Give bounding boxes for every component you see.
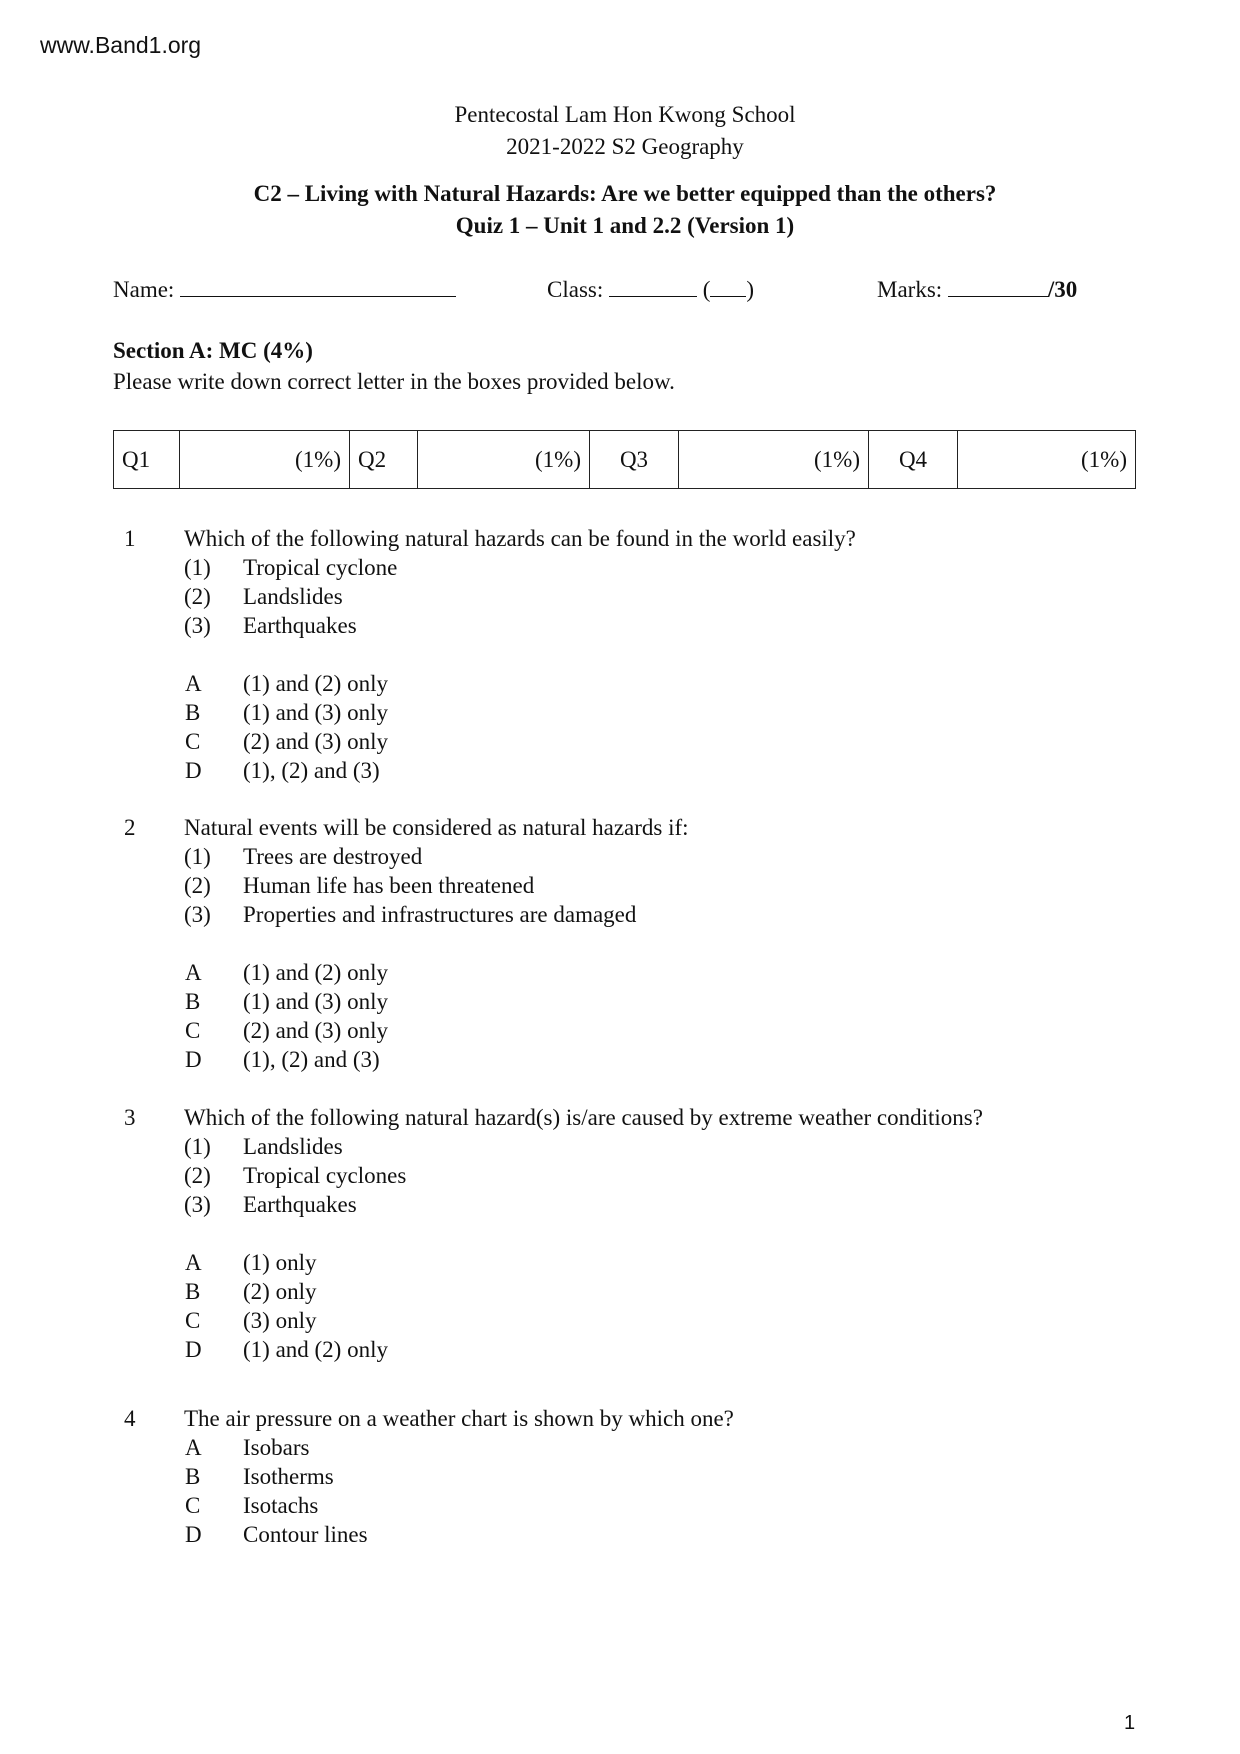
question-text: Natural events will be considered as natural hazards if: xyxy=(184,815,689,840)
option-text: (1) and (3) only xyxy=(243,989,388,1014)
option-c xyxy=(184,727,856,756)
name-blank[interactable] xyxy=(180,276,456,297)
option-letter: D xyxy=(185,1522,202,1547)
q1-answer-box[interactable]: (1%) xyxy=(180,431,350,489)
statement-text: Trees are destroyed xyxy=(243,844,423,869)
statement-key: (1) xyxy=(184,844,211,869)
class-field[interactable] xyxy=(547,276,754,303)
option-a xyxy=(184,1433,734,1462)
q1-label: Q1 xyxy=(114,431,180,489)
statement xyxy=(184,871,689,900)
statement xyxy=(184,900,689,929)
statement xyxy=(184,611,856,640)
option-d xyxy=(184,756,856,785)
statement-text: Earthquakes xyxy=(243,613,357,638)
marks-label: Marks: xyxy=(877,277,943,302)
option-text: (1) only xyxy=(243,1250,317,1275)
year-subject: 2021-2022 S2 Geography xyxy=(506,134,744,159)
option-letter: A xyxy=(185,1250,202,1275)
statement xyxy=(184,1190,983,1219)
question-number: 4 xyxy=(124,1406,136,1431)
marks-total: /30 xyxy=(1047,277,1078,302)
option-text: Contour lines xyxy=(243,1522,368,1547)
option-letter: C xyxy=(185,1308,201,1333)
q2-label: Q2 xyxy=(350,431,418,489)
question-number: 1 xyxy=(124,526,136,551)
option-text: (1) and (2) only xyxy=(243,671,388,696)
option-letter: A xyxy=(185,960,202,985)
statement-key: (1) xyxy=(184,1134,211,1159)
option-text: (2) only xyxy=(243,1279,317,1304)
option-text: Isobars xyxy=(243,1435,310,1460)
statement-key: (2) xyxy=(184,873,211,898)
statement xyxy=(184,582,856,611)
option-letter: D xyxy=(185,1047,202,1072)
watermark: www.Band1.org xyxy=(40,32,202,58)
question-number: 3 xyxy=(124,1105,136,1130)
q3-answer-box[interactable]: (1%) xyxy=(679,431,869,489)
statement-text: Landslides xyxy=(243,1134,343,1159)
statement-text: Properties and infrastructures are damaged xyxy=(243,902,637,927)
school-name: Pentecostal Lam Hon Kwong School xyxy=(454,102,796,127)
option-letter: D xyxy=(185,1337,202,1362)
option-text: (1) and (3) only xyxy=(243,700,388,725)
statement-text: Tropical cyclones xyxy=(243,1163,407,1188)
q4-answer-box[interactable]: (1%) xyxy=(958,431,1136,489)
option-letter: B xyxy=(185,1279,201,1304)
section-instruction: Please write down correct letter in the boxes provided below. xyxy=(113,369,675,394)
statement-key: (3) xyxy=(184,902,211,927)
option-text: (2) and (3) only xyxy=(243,729,388,754)
statement xyxy=(184,1161,983,1190)
statement-key: (2) xyxy=(184,1163,211,1188)
option-a xyxy=(184,958,689,987)
statement-text: Landslides xyxy=(243,584,343,609)
option-c xyxy=(184,1016,689,1045)
option-letter: D xyxy=(185,758,202,783)
marks-blank[interactable] xyxy=(948,276,1048,297)
question-number: 2 xyxy=(124,815,136,840)
chapter-title: C2 – Living with Natural Hazards: Are we better equipped than the others? xyxy=(253,181,997,206)
statement-text: Tropical cyclone xyxy=(243,555,398,580)
option-text: Isotachs xyxy=(243,1493,319,1518)
option-text: (1) and (2) only xyxy=(243,1337,388,1362)
name-field[interactable] xyxy=(113,276,456,303)
question-text: Which of the following natural hazard(s) is/are caused by extreme weather conditions? xyxy=(184,1105,983,1130)
option-b xyxy=(184,1462,734,1491)
question-text: The air pressure on a weather chart is shown by which one? xyxy=(184,1406,734,1431)
option-text: (3) only xyxy=(243,1308,317,1333)
option-b xyxy=(184,698,856,727)
q3-label: Q3 xyxy=(590,431,679,489)
statement-key: (3) xyxy=(184,613,211,638)
name-label: Name: xyxy=(113,277,175,302)
marks-field[interactable] xyxy=(877,276,1077,303)
answer-table xyxy=(113,430,1136,489)
section-title: Section A: MC (4%) xyxy=(113,338,313,363)
option-letter: B xyxy=(185,1464,201,1489)
page-number: 1 xyxy=(1124,1712,1136,1734)
option-a xyxy=(184,1248,983,1277)
option-letter: C xyxy=(185,729,201,754)
option-letter: A xyxy=(185,671,202,696)
statement-text: Human life has been threatened xyxy=(243,873,535,898)
statement xyxy=(184,842,689,871)
option-d xyxy=(184,1045,689,1074)
q2-answer-box[interactable]: (1%) xyxy=(418,431,590,489)
statement-key: (2) xyxy=(184,584,211,609)
option-c xyxy=(184,1306,983,1335)
option-letter: B xyxy=(185,700,201,725)
option-text: (1), (2) and (3) xyxy=(243,1047,380,1072)
statement xyxy=(184,1132,983,1161)
option-d xyxy=(184,1520,734,1549)
paren-close: ) xyxy=(746,277,755,302)
option-b xyxy=(184,1277,983,1306)
option-text: (1) and (2) only xyxy=(243,960,388,985)
question-text: Which of the following natural hazards can be found in the world easily? xyxy=(184,526,856,551)
paren-open: ( xyxy=(702,277,711,302)
option-b xyxy=(184,987,689,1016)
option-a xyxy=(184,669,856,698)
option-d xyxy=(184,1335,983,1364)
class-blank[interactable] xyxy=(609,276,697,297)
option-letter: C xyxy=(185,1493,201,1518)
option-letter: A xyxy=(185,1435,202,1460)
option-letter: B xyxy=(185,989,201,1014)
class-number-blank[interactable] xyxy=(710,276,746,297)
q4-label: Q4 xyxy=(869,431,958,489)
option-letter: C xyxy=(185,1018,201,1043)
statement-text: Earthquakes xyxy=(243,1192,357,1217)
statement-key: (1) xyxy=(184,555,211,580)
quiz-title: Quiz 1 – Unit 1 and 2.2 (Version 1) xyxy=(455,213,795,238)
option-text: (1), (2) and (3) xyxy=(243,758,380,783)
option-c xyxy=(184,1491,734,1520)
option-text: Isotherms xyxy=(243,1464,334,1489)
class-label: Class: xyxy=(547,277,604,302)
statement-key: (3) xyxy=(184,1192,211,1217)
statement xyxy=(184,553,856,582)
option-text: (2) and (3) only xyxy=(243,1018,388,1043)
